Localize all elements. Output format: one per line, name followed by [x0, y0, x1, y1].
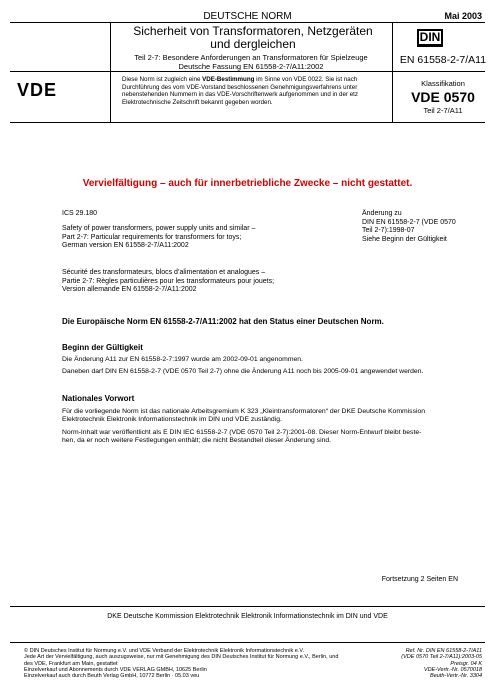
reference-block — [352, 648, 482, 679]
amendment-line: Änderung zu — [362, 210, 402, 217]
vde-notice — [122, 76, 384, 106]
continuation-note: Fortsetzung 2 Seiten EN — [381, 576, 458, 583]
vde-logo: VDE — [17, 80, 58, 100]
title-line: und dergleichen — [210, 37, 296, 51]
reference-line: Ref. Nr. DIN EN 61558-2-7/A11 — [405, 648, 482, 654]
foreword-line: Elektrotechnik Elektronik Informationstechnik im DIN und VDE zuständig. — [62, 416, 282, 424]
amendment-note — [362, 210, 482, 244]
french-title-line: Partie 2-7: Règles particulières pour les transformateurs pour jouets; — [62, 277, 275, 285]
title-line: Sicherheit von Transformatoren, Netzgeräten — [133, 24, 373, 38]
reference-line: (VDE 0570 Teil 2-7/A11):2003-05 — [401, 654, 482, 661]
footer-line: Jede Art der Vervielfältigung, auch auszugsweise, nur mit Genehmigung des DIN Deutsches Institut für Normung e.V., Berlin, und — [24, 654, 339, 661]
foreword-heading: Nationales Vorwort — [62, 394, 135, 403]
validity-paragraph: Die Änderung A11 zur EN 61558-2-7:1997 wurde am 2002-09-01 angenommen. — [62, 356, 303, 363]
french-title-line: Version allemande EN 61558-2-7/A11:2002 — [62, 286, 197, 293]
issue-date: Mai 2003 — [444, 11, 482, 21]
header-bottom-rule — [10, 122, 485, 123]
footer-line: © DIN Deutsches Institut für Normung e.V. und VDE Verband der Elektrotechnik Elektronik Informationstechnik e.V. — [24, 648, 305, 654]
classification-code: VDE 0570 — [411, 89, 475, 105]
foreword-line: hen, da er noch weitere Festlegungen enthält; die nicht Bestandteil dieser Änderung sind. — [62, 437, 332, 445]
document-title — [118, 25, 388, 51]
validity-heading: Beginn der Gültigkeit — [62, 343, 143, 352]
validity-paragraph: Daneben darf DIN EN 61558-2-7 (VDE 0570 Teil 2-7) ohne die Änderung A11 noch bis 2005-09-01 angewendet werden. — [62, 368, 424, 375]
amendment-line: Teil 2-7):1998-07 — [362, 227, 415, 234]
ics-code: ICS 29.180 — [62, 210, 98, 217]
reference-line: VDE-Vertr.-Nr. 0570018 — [423, 666, 482, 673]
notice-bold: VDE-Bestimmung — [202, 76, 255, 83]
foreword-line: Norm-Inhalt war veröffentlicht als E DIN IEC 61558-2-7 (VDE 0570 Teil 2-7):2001-08. Dieser Norm-Entwurf bleibt beste- — [62, 429, 422, 436]
foreword-line: Für die vorliegende Norm ist das nationale Arbeitsgremium K 323 „Kleintransformatoren“ der DKE Deutsche Kommission — [62, 408, 426, 415]
norm-type-label: DEUTSCHE NORM — [203, 11, 292, 22]
header-divider-left — [110, 22, 111, 122]
document-subtitle — [110, 53, 392, 71]
status-statement: Die Europäische Norm EN 61558-2-7/A11:2002 hat den Status einer Deutschen Norm. — [62, 317, 384, 326]
reference-line: Preisgr. 04 K — [450, 660, 482, 667]
din-standard-number: EN 61558-2-7/A11 — [399, 54, 487, 66]
footer-line: Einzelverkauf und Abonnements durch VDE VERLAG GMBH, 10625 Berlin — [24, 666, 207, 673]
copyright-block — [24, 648, 354, 679]
footer-rule — [10, 642, 485, 643]
dke-line: DKE Deutsche Kommission Elektrotechnik Elektronik Informationstechnik im DIN und VDE — [107, 613, 388, 620]
amendment-line: DIN EN 61558-2-7 (VDE 0570 — [362, 218, 456, 226]
top-rule — [10, 22, 485, 23]
english-title-line: Part 2-7: Particular requirements for transformers for toys; — [62, 233, 242, 241]
reproduction-warning: Vervielfältigung – auch für innerbetriebliche Zwecke – nicht gestattet. — [82, 178, 413, 189]
english-title — [62, 225, 322, 251]
notice-text: im Sinne von VDE 0022. Sie ist nach Durchführung des vom VDE-Vorstand beschlossenen Genehmigungsverfahrens unter nebenstehenden Nummern in das VDE-Vorschriftenwerk aufgenommen und in der etz Elektrotechnische Zeitschrift bekannt gegeben worden. — [122, 76, 358, 106]
classification-label: Klassifikation — [421, 79, 465, 88]
french-title-line: Sécurité des transformateurs, blocs d’alimentation et analogues – — [62, 269, 266, 276]
reference-line: Beuth-Vertr.-Nr. 3304 — [430, 673, 482, 680]
amendment-line: Siehe Beginn der Gültigkeit — [362, 235, 447, 243]
classification-part: Teil 2-7/A11 — [423, 106, 463, 115]
notice-text: Diese Norm ist zugleich eine — [122, 76, 203, 83]
french-title — [62, 269, 322, 295]
foreword-paragraph — [62, 408, 492, 425]
footer-line: des VDE, Frankfurt am Main, gestattet — [24, 660, 118, 667]
foreword-paragraph — [62, 429, 492, 446]
english-title-line: German version EN 61558-2-7/A11:2002 — [62, 242, 189, 249]
english-title-line: Safety of power transformers, power supply units and similar – — [62, 225, 256, 232]
header-mid-rule — [10, 71, 485, 72]
dke-rule — [10, 606, 485, 607]
subtitle-line: Teil 2-7: Besondere Anforderungen an Transformatoren für Spielzeuge — [134, 53, 368, 62]
footer-line: Einzelverkauf auch durch Beuth Verlag GmbH, 10772 Berlin · 05.03 veu — [24, 673, 200, 680]
din-logo: DIN — [417, 29, 443, 47]
subtitle-line: Deutsche Fassung EN 61558-2-7/A11:2002 — [178, 62, 324, 71]
